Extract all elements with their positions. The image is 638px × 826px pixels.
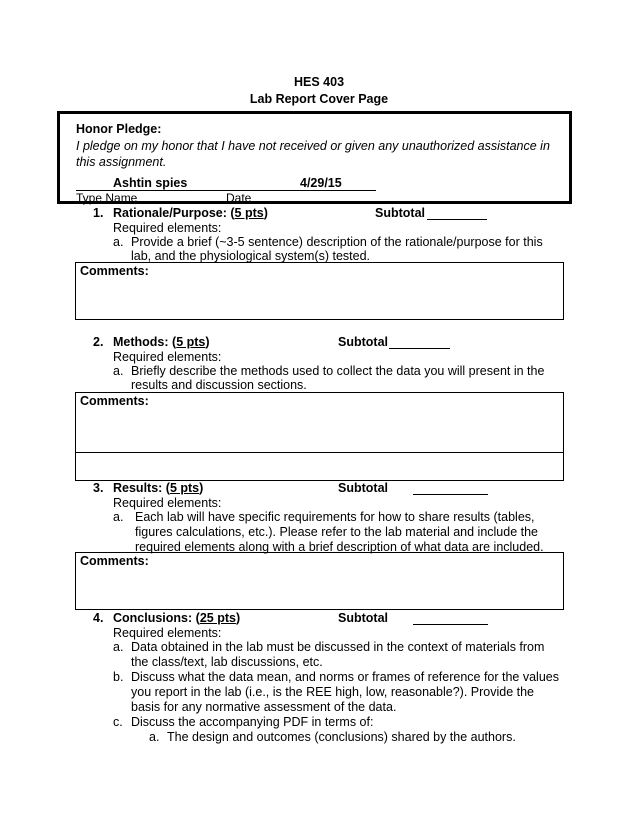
section-3-close: ) [199, 481, 204, 495]
section-1-subtotal-line[interactable] [427, 219, 487, 220]
section-4-item-b-text: Discuss what the data mean, and norms or frames of reference for the values you report in the lab (i.e., is the REE high, low, reasonable?). Provide the basis for any normative assessment of the data. [131, 670, 559, 714]
section-4-required: Required elements: [113, 626, 222, 640]
section-4-subtotal-line[interactable] [413, 624, 488, 625]
section-4-item-b-marker: b. [113, 670, 124, 684]
section-2-title: Methods: ( [113, 335, 177, 349]
section-2-subtotal-line[interactable] [389, 348, 450, 349]
section-1-item-a-marker: a. [113, 235, 124, 249]
section-4-subitem-a-marker: a. [149, 730, 160, 744]
section-1-number: 1. [93, 206, 104, 220]
section-2-points: 5 pts [176, 335, 206, 349]
section-2-subtotal-label: Subtotal [338, 335, 388, 349]
section-1-heading [113, 206, 268, 220]
section-2-close: ) [205, 335, 210, 349]
section-4-heading [113, 611, 240, 625]
section-1-item-a-text: Provide a brief (~3-5 sentence) description of the rationale/purpose for this lab, and the physiological system(s) tested. [131, 235, 543, 263]
section-4-number: 4. [93, 611, 104, 625]
section-2-comments-divider [76, 452, 563, 453]
section-2-number: 2. [93, 335, 104, 349]
section-3-heading [113, 481, 203, 495]
section-3-number: 3. [93, 481, 104, 495]
section-3-subtotal-line[interactable] [413, 494, 488, 495]
section-1-comments-box[interactable] [75, 262, 564, 320]
type-name-label: Type Name [76, 191, 138, 205]
section-3-subtotal-label: Subtotal [338, 481, 388, 495]
section-2-comments-label: Comments: [80, 394, 149, 408]
section-4-subitem-a-text: The design and outcomes (conclusions) shared by the authors. [167, 730, 516, 744]
section-4-item-c-text: Discuss the accompanying PDF in terms of: [131, 715, 374, 729]
section-1-points: 5 pts [234, 206, 264, 220]
section-4-subtotal-label: Subtotal [338, 611, 388, 625]
section-1-title: Rationale/Purpose: ( [113, 206, 235, 220]
section-4-title: Conclusions: ( [113, 611, 200, 625]
pledge-text: I pledge on my honor that I have not received or given any unauthorized assistance in this assignment. [76, 139, 550, 169]
section-4-item-a-marker: a. [113, 640, 124, 654]
section-1-comments-label: Comments: [80, 264, 149, 278]
section-3-item-a-marker: a. [113, 510, 124, 524]
section-3-comments-box[interactable] [75, 552, 564, 610]
section-3-item-a-text: Each lab will have specific requirements for how to share results (tables, figures calculations, etc.). Please refer to the lab material and include the required elements along with a brief description of what data are included. [135, 510, 544, 554]
section-1-subtotal-label: Subtotal [375, 206, 425, 220]
course-code: HES 403 [293, 75, 345, 89]
section-2-item-a-marker: a. [113, 364, 124, 378]
signer-name[interactable]: Ashtin spies [113, 176, 188, 190]
section-4-points: 25 pts [199, 611, 236, 625]
signed-date[interactable]: 4/29/15 [300, 176, 342, 190]
section-4-close: ) [235, 611, 241, 625]
date-label: Date [226, 191, 252, 205]
section-2-required: Required elements: [113, 350, 222, 364]
section-3-required: Required elements: [113, 496, 222, 510]
section-3-comments-label: Comments: [80, 554, 149, 568]
section-2-heading [113, 335, 210, 349]
section-3-title: Results: ( [113, 481, 170, 495]
section-4-item-c-marker: c. [113, 715, 123, 729]
section-4-item-a-text: Data obtained in the lab must be discussed in the context of materials from the class/text, lab discussions, etc. [131, 640, 545, 669]
section-1-required: Required elements: [113, 221, 222, 235]
page-title: Lab Report Cover Page [249, 92, 389, 106]
section-3-points: 5 pts [169, 481, 200, 495]
section-2-comments-box[interactable] [75, 392, 564, 481]
section-2-item-a-text: Briefly describe the methods used to collect the data you will present in the results and discussion sections. [131, 364, 545, 392]
section-1-close: ) [263, 206, 268, 220]
pledge-heading: Honor Pledge: [76, 122, 162, 136]
